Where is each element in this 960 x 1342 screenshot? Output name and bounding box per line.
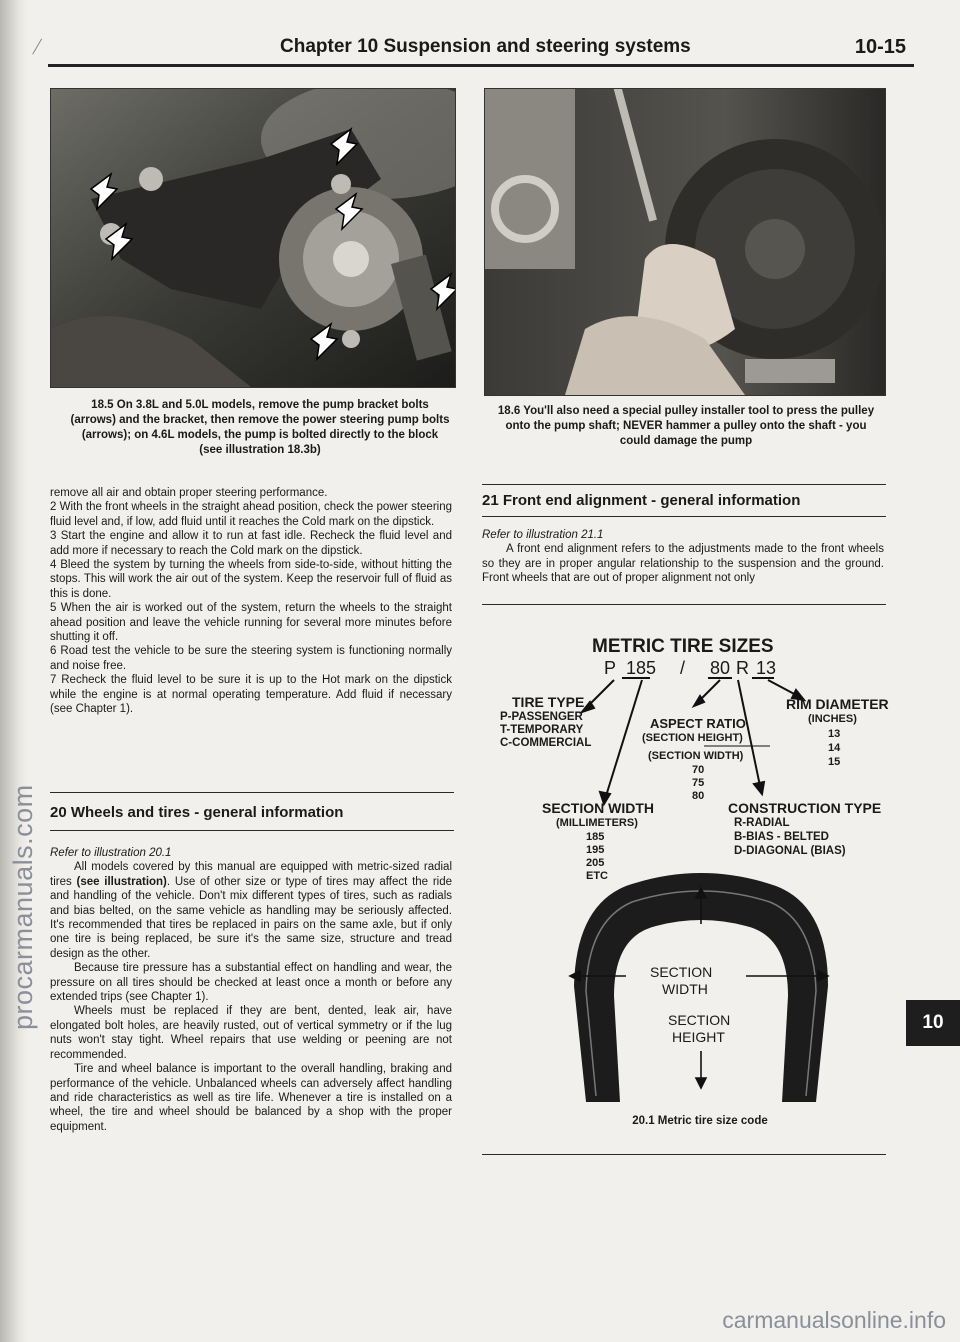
tire-chart-title: METRIC TIRE SIZES [592, 636, 774, 657]
construction-3: D-DIAGONAL (BIAS) [734, 845, 846, 857]
code-p: P [604, 658, 617, 678]
metric-tire-sizes-diagram [482, 636, 892, 896]
caption-18-5: 18.5 On 3.8L and 5.0L models, remove the pump bracket bolts (arrows) and the bracket, then remove the power steering pump bolts (arrows); on 4.6L models, the pump is bolted directly to the block (see illustration 18.3b) [70, 399, 450, 456]
section-height-label-2: HEIGHT [672, 1029, 725, 1045]
section-width-195: 195 [586, 844, 605, 856]
code-diameter: 13 [756, 658, 777, 678]
tire-type-head: TIRE TYPE [512, 694, 585, 710]
code-r: R [736, 658, 749, 678]
section-width-205: 205 [586, 857, 605, 869]
section-21-p1: A front end alignment refers to the adjustments made to the front wheels so they are in proper angular relationship to the suspension and the ground. Front wheels that are out of proper alignment not only [482, 543, 884, 585]
construction-2: B-BIAS - BELTED [734, 831, 829, 843]
section-20-ref: Refer to illustration 20.1 [50, 847, 172, 859]
aspect-val-75: 75 [692, 777, 705, 789]
chapter-tab: 10 [906, 1000, 960, 1046]
aspect-head: ASPECT RATIO [650, 716, 746, 731]
section-21-rule-end [482, 604, 886, 605]
section-20-p4: Tire and wheel balance is important to the overall handling, braking and performance of the vehicle. Unbalanced wheels can adversely affect handling and ride characteristics as well as tire life. Whenever a tire is installed on a wheel, the tire and wheel should be balanced by a shop with the proper equipment. [50, 1063, 452, 1133]
section-width-label-1: SECTION [650, 964, 713, 980]
step-4: 4 Bleed the system by turning the wheels from side-to-side, without hitting the stops. This will work the air out of the system. Keep the reservoir full of fluid as this is done. [50, 559, 452, 600]
section-21-title: 21 Front end alignment - general information [482, 492, 801, 509]
rim-val-14: 14 [828, 742, 841, 754]
step-6: 6 Road test the vehicle to be sure the steering system is functioning normally and noise free. [50, 645, 452, 672]
section-20-p1 [50, 860, 452, 961]
section-width-etc: ETC [586, 870, 608, 882]
page-number: 10-15 [854, 36, 906, 58]
section-21-text [482, 528, 884, 586]
section-width-sub: (MILLIMETERS) [556, 817, 638, 829]
section-width-head: SECTION WIDTH [542, 800, 654, 816]
step-2: 2 With the front wheels in the straight ahead position, check the power steering fluid level and, if low, add fluid until it reaches the Cold mark on the dipstick. [50, 501, 452, 528]
section-height-label-1: SECTION [668, 1012, 731, 1028]
watermark-left: procarmanuals.com [8, 784, 38, 1030]
section-20-title: 20 Wheels and tires - general information [50, 804, 344, 821]
left-column-text [50, 486, 452, 717]
rim-val-15: 15 [828, 756, 841, 768]
right-column-end-rule [482, 1154, 886, 1155]
section-20-p3: Wheels must be replaced if they are bent, dented, leak air, have elongated bolt holes, are heavily rusted, out of vertical symmetry or if the lug nuts won't stay tight. Wheel repairs that use welding or peening are not recommended. [50, 1005, 452, 1061]
aspect-val-70: 70 [692, 764, 705, 776]
aspect-val-80: 80 [692, 790, 705, 802]
aspect-l1: (SECTION HEIGHT) [642, 732, 743, 744]
step-5: 5 When the air is worked out of the system, return the wheels to the straight ahead position and leave the vehicle running for several more minutes before shutting it off. [50, 602, 452, 644]
section-20-rule-bottom [50, 830, 454, 831]
tire-cross-section-figure [566, 866, 836, 1102]
construction-1: R-RADIAL [734, 817, 790, 829]
construction-head: CONSTRUCTION TYPE [728, 800, 882, 816]
tire-type-2: T-TEMPORARY [500, 724, 584, 736]
step-3: 3 Start the engine and allow it to run at fast idle. Recheck the fluid level and add more if necessary to reach the Cold mark on the dipstick. [50, 530, 452, 557]
p1-text-a: All models covered by this manual are equipped with metric-sized radial tires [50, 861, 452, 888]
caption-18-6: 18.6 You'll also need a special pulley installer tool to press the pulley onto the pump shaft; NEVER hammer a pulley onto the shaft - you could damage the pump [497, 405, 875, 447]
code-aspect: 80 [710, 658, 731, 678]
para-continuation: remove all air and obtain proper steering performance. [50, 487, 328, 499]
see-illustration-link: (see illustration) [76, 875, 167, 888]
section-21-rule-top [482, 484, 886, 485]
section-20-text [50, 846, 452, 1134]
rim-val-13: 13 [828, 728, 841, 740]
section-20-p2: Because tire pressure has a substantial effect on handling and wear, the pressure on all tires should be checked at least once a month or before any extended trips (see Chapter 1). [50, 962, 452, 1004]
code-width: 185 [626, 658, 657, 678]
step-7: 7 Recheck the fluid level to be sure it is up to the Hot mark on the dipstick while the engine is at normal operating temperature. Add fluid if necessary (see Chapter 1). [50, 674, 452, 716]
page-binding-shadow [0, 0, 28, 1342]
header-rule [48, 64, 914, 67]
tire-type-1: P-PASSENGER [500, 711, 583, 723]
rim-head: RIM DIAMETER [786, 696, 889, 712]
section-20-rule-top [50, 792, 454, 793]
chapter-title: Chapter 10 Suspension and steering systems [280, 36, 691, 57]
tire-type-3: C-COMMERCIAL [500, 737, 592, 749]
photo-pump-bracket [50, 88, 456, 388]
section-21-rule-bottom [482, 516, 886, 517]
photo-pulley-installer [484, 88, 886, 396]
watermark-bottom: carmanualsonline.info [722, 1307, 946, 1333]
section-width-185: 185 [586, 831, 605, 843]
rim-sub: (INCHES) [808, 713, 857, 725]
caption-20-1: 20.1 Metric tire size code [632, 1115, 768, 1127]
p1-text-c: . Use of other size or type of tires may affect the ride and handling of the vehicle. Don't mix different types of tires, such as radials and bias belted, on the same vehicle as handling may be seriously affected. It's recommended that tires be replaced in pairs on the same axle, but if only one tire is being replaced, be sure it's the same size, structure and tread design as the other. [50, 875, 453, 960]
aspect-l2: (SECTION WIDTH) [648, 750, 744, 762]
section-21-ref: Refer to illustration 21.1 [482, 529, 604, 541]
code-slash: / [680, 658, 686, 678]
section-width-label-2: WIDTH [662, 981, 708, 997]
page-header [48, 36, 914, 72]
